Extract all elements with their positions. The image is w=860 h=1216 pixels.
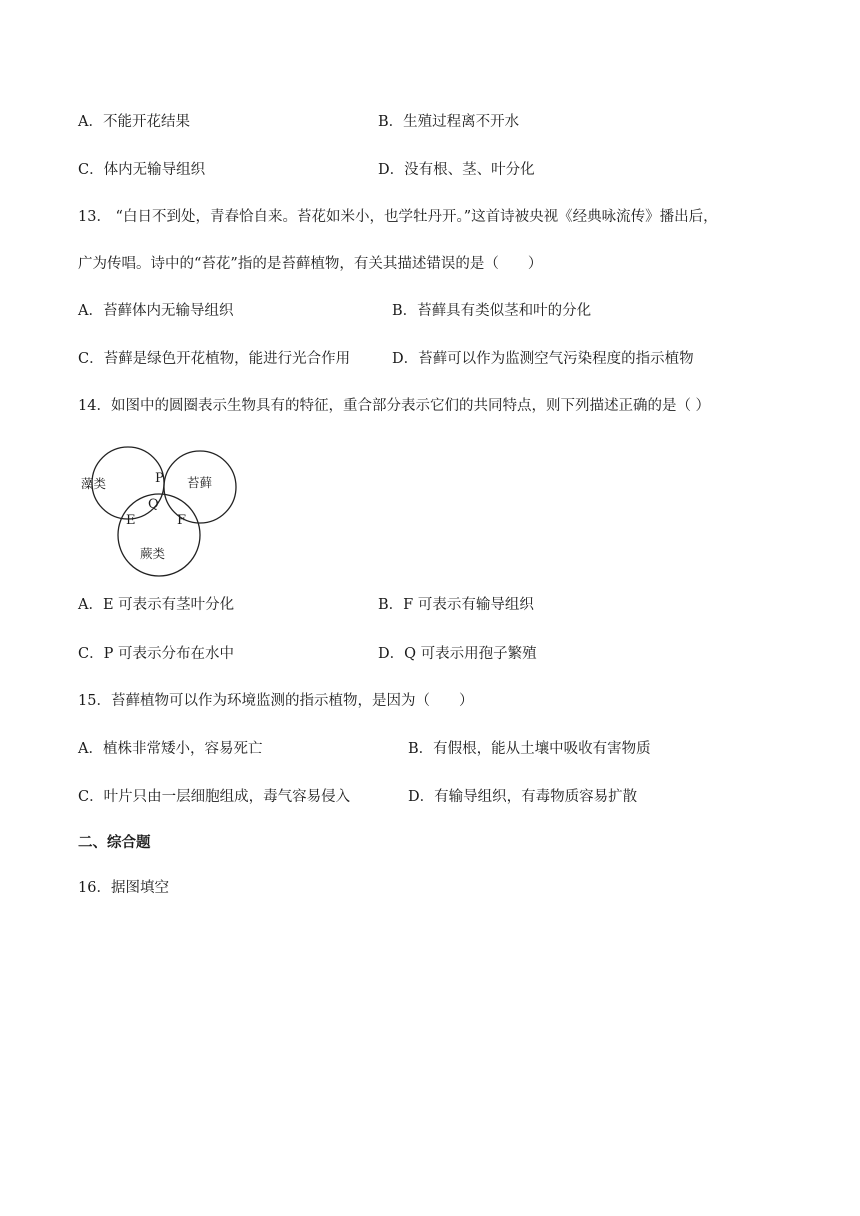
q12-option-b: B．生殖过程离不开水: [378, 114, 520, 130]
label-fern: 蕨类: [140, 546, 166, 561]
section-heading: 二、综合题: [78, 834, 151, 851]
q12-option-a: A．不能开花结果: [78, 114, 190, 130]
q16-stem: 16．据图填空: [78, 880, 169, 896]
q12-option-c: C．体内无输导组织: [78, 162, 206, 178]
q15-option-d: D．有输导组织，有毒物质容易扩散: [408, 789, 638, 805]
q14-option-c: C．P 可表示分布在水中: [78, 646, 234, 662]
q13-stem-line2: 广为传唱。诗中的“苔花”指的是苔藓植物，有关其描述错误的是（ ）: [78, 256, 543, 272]
q14-option-b: B．F 可表示有输导组织: [378, 597, 534, 613]
q13-option-a: A．苔藓体内无输导组织: [78, 303, 234, 319]
label-moss: 苔藓: [187, 475, 213, 490]
region-f: F: [177, 513, 187, 528]
q15-stem: 15．苔藓植物可以作为环境监测的指示植物，是因为（ ）: [78, 693, 474, 709]
q14-stem: 14．如图中的圆圈表示生物具有的特征，重合部分表示它们的共同特点，则下列描述正确的是（ ）: [78, 398, 711, 414]
region-p: P: [155, 471, 164, 486]
q13-stem-line1: 13． “白日不到处，青春恰自来。苔花如米小，也学牡丹开。”这首诗被央视《经典咏流传》播出后，: [78, 209, 718, 225]
q15-option-c: C．叶片只由一层细胞组成，毒气容易侵入: [78, 789, 351, 805]
venn-diagram: [76, 446, 246, 578]
q13-option-b: B．苔藓具有类似茎和叶的分化: [392, 303, 592, 319]
q13-option-c: C．苔藓是绿色开花植物，能进行光合作用: [78, 351, 351, 367]
q13-option-d: D．苔藓可以作为监测空气污染程度的指示植物: [392, 351, 694, 367]
q14-option-d: D．Q 可表示用孢子繁殖: [378, 646, 537, 662]
q12-option-d: D．没有根、茎、叶分化: [378, 162, 535, 178]
label-algae: 藻类: [81, 476, 107, 491]
q15-option-a: A．植株非常矮小，容易死亡: [78, 741, 263, 757]
q14-option-a: A．E 可表示有茎叶分化: [78, 597, 235, 613]
fern-circle: [118, 494, 200, 576]
q15-option-b: B．有假根，能从土壤中吸收有害物质: [408, 741, 651, 757]
region-q: Q: [148, 497, 159, 512]
region-e: E: [126, 513, 136, 528]
